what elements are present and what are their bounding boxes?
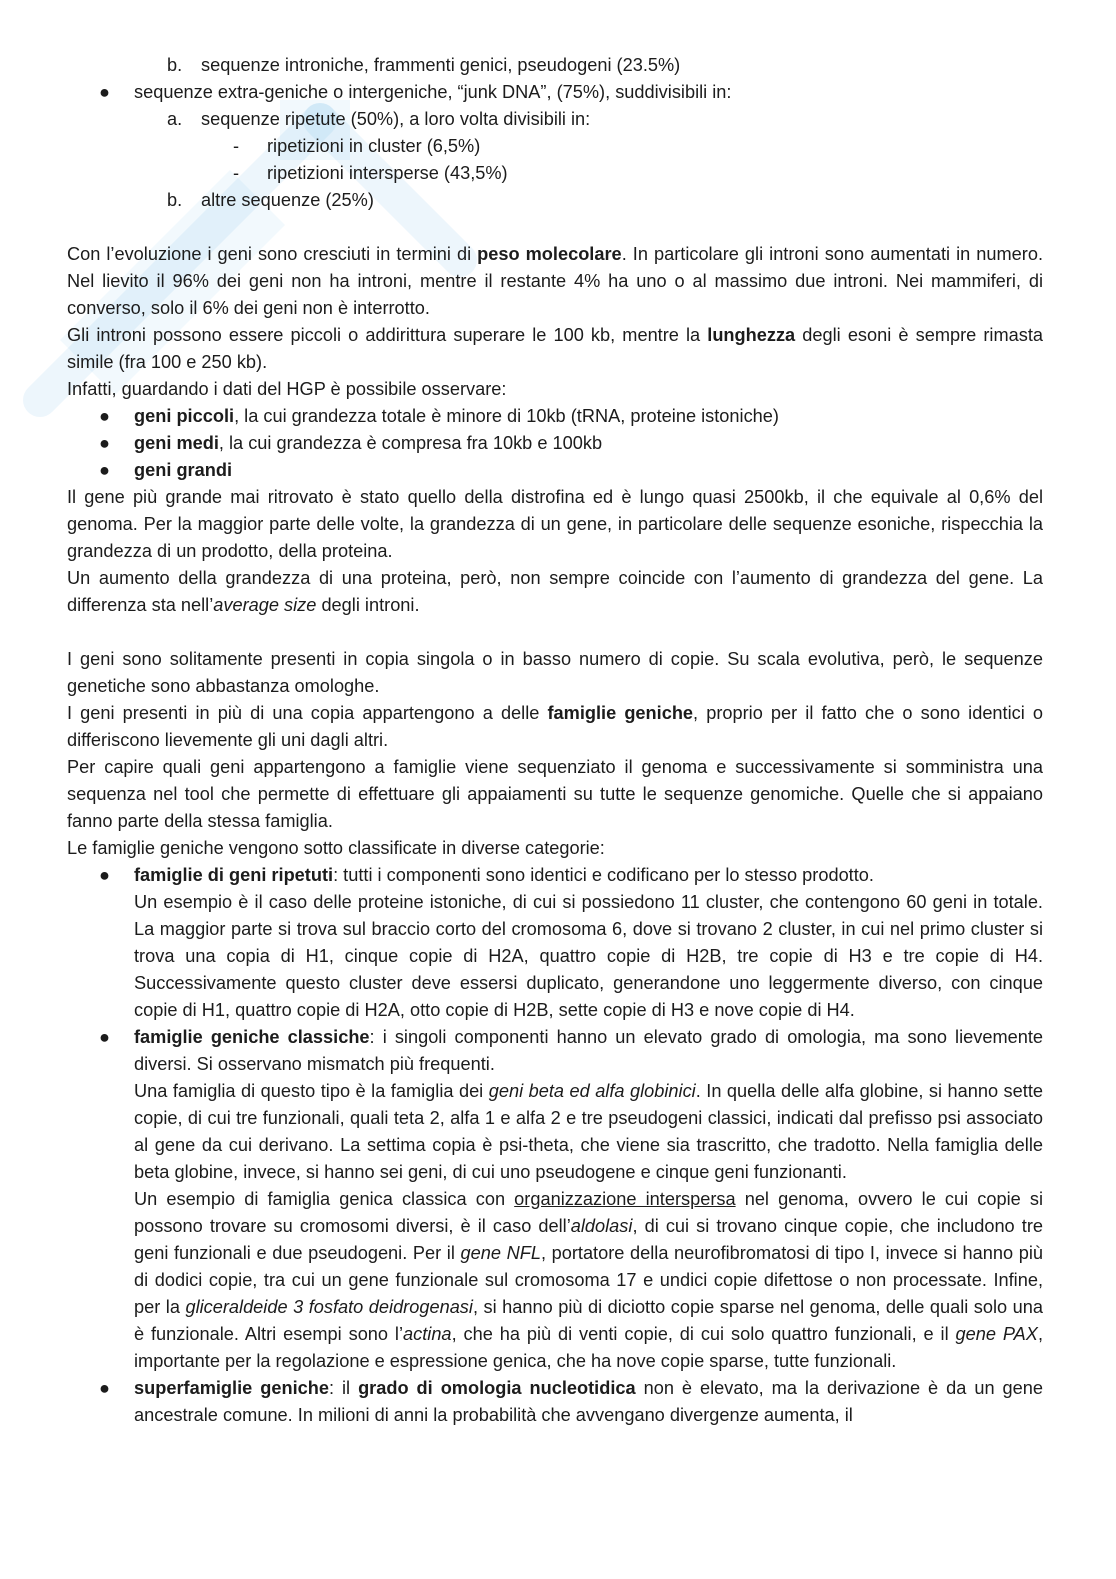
paragraph (67, 376, 1043, 403)
blank-line (67, 619, 1043, 646)
dash-item (67, 160, 1043, 187)
bullet-item (67, 1024, 1043, 1078)
text-run: Un esempio di famiglia genica classica con (134, 1189, 515, 1209)
bullet-item (67, 457, 1043, 484)
text-run: Il gene più grande mai ritrovato è stato quello della distrofina ed è lungo quasi 2500kb, il che equivale al 0,6% del genoma. Per la maggior parte delle volte, la grandezza di un gene, in particolare delle sequenze esoniche, rispecchia la grandezza di un prodotto, della proteina. (67, 487, 1043, 561)
text-run: . In particolare gli introni sono aumentati in numero. Nel lievito il 96% dei geni non ha introni, mentre il restante 4% ha uno o al massimo due introni. Nei mammiferi, di converso, solo il 6% dei geni non è interrotto. (67, 244, 1044, 318)
text-run: , di cui si trovano cinque copie, che includono tre geni funzionali e due pseudogeni. Per il (134, 1216, 1043, 1263)
paragraph (67, 565, 1043, 619)
item-letter: b. (167, 190, 183, 210)
bullet-item (67, 79, 1043, 106)
bullet-item (67, 1375, 1043, 1429)
bold-text: famiglie di geni ripetuti (134, 865, 334, 885)
text-run: ripetizioni intersperse (43,5%) (267, 163, 508, 183)
bullet-marker: ● (99, 406, 110, 426)
text-run: , la cui grandezza totale è minore di 10kb (tRNA, proteine istoniche) (234, 406, 779, 426)
text-run: degli esoni è sempre rimasta simile (fra 100 e 250 kb). (67, 325, 1043, 372)
text-run: Un esempio è il caso delle proteine istoniche, di cui si possiedono 11 cluster, che contengono 60 geni in totale. La maggior parte si trova sul braccio corto del cromosoma 6, dove si trovano 2 cluster, in cui nel primo cluster si trova una copia di H1, cinque copie di H2A, quattro copie di H2B, tre copie di H3 e tre copie di H4. Successivamente questo cluster deve essersi duplicato, generandone uno leggermente diverso, con cinque copie di H1, quattro copie di H2A, otto copie di H2B, sette copie di H3 e nove copie di H4. (134, 892, 1043, 1020)
text-run: , la cui grandezza è compresa fra 10kb e 100kb (218, 433, 603, 453)
bullet-item (67, 403, 1043, 430)
text-run: sequenze ripetute (50%), a loro volta divisibili in: (201, 109, 591, 129)
bold-text: peso molecolare (477, 244, 622, 264)
item-letter: b. (167, 55, 183, 75)
text-run: degli introni. (316, 595, 420, 615)
text-run: ripetizioni in cluster (6,5%) (267, 136, 481, 156)
text-run: Gli introni possono essere piccoli o addirittura superare le 100 kb, mentre la (67, 325, 708, 345)
paragraph (67, 322, 1043, 376)
text-run: . In quella delle alfa globine, si hanno sette copie, di cui tre funzionali, quali teta 2, alfa 1 e alfa 2 e tre pseudogeni classici, indicati dal prefisso psi associato al gene da cui derivano. La settima copia è psi-theta, che viene sia trascritto, che tradotto. Nella famiglia delle beta globine, invece, si hanno sei geni, di cui uno pseudogene e cinque geni funzionanti. (134, 1081, 1043, 1182)
bold-text: grado di omologia nucleotidica (358, 1378, 636, 1398)
text-run: , importante per la regolazione e espressione genica, che ha nove copie sparse, tutte funzionali. (134, 1324, 1043, 1371)
blank-line (67, 214, 1043, 241)
italic-text: gliceraldeide 3 fosfato deidrogenasi (185, 1297, 473, 1317)
bold-text: geni piccoli (134, 406, 235, 426)
text-run: non è elevato, ma la derivazione è da un gene ancestrale comune. In milioni di anni la probabilità che avvengano divergenze aumenta, il (134, 1378, 1043, 1425)
bullet-marker: ● (99, 1027, 110, 1047)
bullet-marker: ● (99, 460, 110, 480)
text-run: , si hanno più di diciotto copie sparse nel genoma, delle quali solo una è funzionale. Altri esempi sono l’ (134, 1297, 1043, 1344)
lettered-item (67, 52, 1043, 79)
text-run: altre sequenze (25%) (201, 190, 374, 210)
text-run: Una famiglia di questo tipo è la famiglia dei (134, 1081, 489, 1101)
text-run: Le famiglie geniche vengono sotto classificate in diverse categorie: (67, 838, 605, 858)
lettered-item (67, 106, 1043, 133)
text-run: , che ha più di venti copie, di cui solo quattro funzionali, e il (451, 1324, 956, 1344)
text-run: , proprio per il fatto che o sono identici o differiscono lievemente gli uni dagli altri. (67, 703, 1043, 750)
text-run: Per capire quali geni appartengono a famiglie viene sequenziato il genoma e successivamente si somministra una sequenza nel tool che permette di effettuare gli appaiamenti su tutte le sequenze genomiche. Quelle che si appaiano fanno parte della stessa famiglia. (67, 757, 1043, 831)
text-run: : il (328, 1378, 359, 1398)
italic-text: gene PAX (955, 1324, 1038, 1344)
bullet-marker: ● (99, 865, 110, 885)
lettered-item (67, 187, 1043, 214)
bold-text: geni grandi (134, 460, 233, 480)
paragraph (67, 241, 1043, 322)
italic-text: gene NFL (460, 1243, 541, 1263)
paragraph (67, 646, 1043, 700)
paragraph (67, 484, 1043, 565)
underlined-text: organizzazione interspersa (514, 1189, 736, 1209)
bullet-continuation (67, 1078, 1043, 1186)
bold-text: lunghezza (707, 325, 796, 345)
italic-text: aldolasi (570, 1216, 633, 1236)
bullet-continuation (67, 1186, 1043, 1375)
bold-text: geni medi (134, 433, 219, 453)
document-page (67, 52, 1043, 1429)
item-letter: a. (167, 109, 183, 129)
text-run: : i singoli componenti hanno un elevato grado di omologia, ma sono lievemente diversi. Si osservano mismatch più frequenti. (134, 1027, 1043, 1074)
dash-marker: - (233, 163, 240, 183)
text-run: I geni sono solitamente presenti in copia singola o in basso numero di copie. Su scala evolutiva, però, le sequenze genetiche sono abbastanza omologhe. (67, 649, 1043, 696)
paragraph (67, 700, 1043, 754)
dash-item (67, 133, 1043, 160)
italic-text: geni beta ed alfa globinici (488, 1081, 696, 1101)
paragraph (67, 835, 1043, 862)
text-run: I geni presenti in più di una copia appartengono a delle (67, 703, 548, 723)
bold-text: famiglie geniche classiche (134, 1027, 370, 1047)
bullet-continuation (67, 889, 1043, 1024)
text-run: sequenze introniche, frammenti genici, pseudogeni (23.5%) (201, 55, 681, 75)
bold-text: superfamiglie geniche (134, 1378, 329, 1398)
bullet-marker: ● (99, 1378, 110, 1398)
text-run: Con l’evoluzione i geni sono cresciuti in termini di (67, 244, 478, 264)
bullet-item (67, 862, 1043, 889)
text-run: : tutti i componenti sono identici e codificano per lo stesso prodotto. (333, 865, 874, 885)
text-run: Infatti, guardando i dati del HGP è possibile osservare: (67, 379, 507, 399)
bullet-marker: ● (99, 82, 110, 102)
text-run: nel genoma, ovvero le cui copie si possono trovare su cromosomi diversi, è il caso dell’ (134, 1189, 1043, 1236)
text-run: sequenze extra-geniche o intergeniche, “junk DNA”, (75%), suddivisibili in: (134, 82, 732, 102)
text-run: Un aumento della grandezza di una proteina, però, non sempre coincide con l’aumento di grandezza del gene. La differenza sta nell’ (67, 568, 1043, 615)
text-run: , portatore della neurofibromatosi di tipo I, invece si hanno più di dodici copie, tra cui un gene funzionale sul cromosoma 17 e undici copie difettose o non processate. Infine, per la (134, 1243, 1043, 1317)
italic-text: actina (403, 1324, 452, 1344)
bullet-item (67, 430, 1043, 457)
italic-text: average size (213, 595, 317, 615)
bullet-marker: ● (99, 433, 110, 453)
bold-text: famiglie geniche (547, 703, 694, 723)
dash-marker: - (233, 136, 240, 156)
paragraph (67, 754, 1043, 835)
